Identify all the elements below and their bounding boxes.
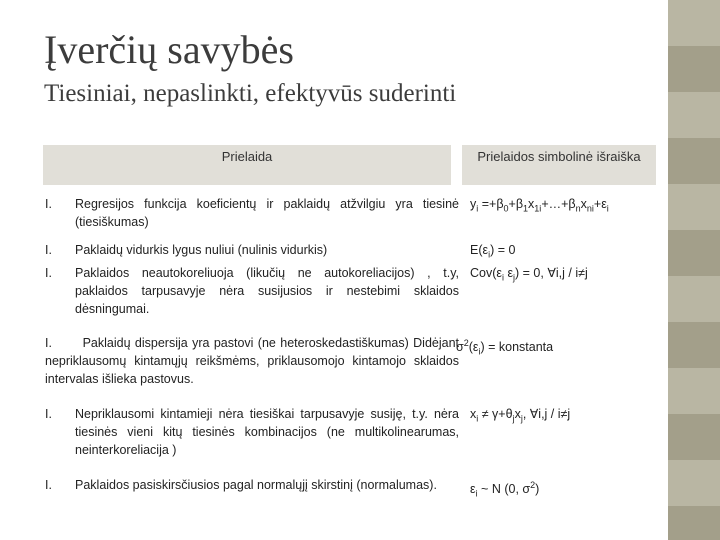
row-symbol: $\varepsilon_i$ ~ N (0, $\sigma^2$) bbox=[470, 480, 540, 499]
header-symbolic-expression: Prielaidos simbolinė išraiška bbox=[477, 149, 641, 164]
row-number: I. bbox=[45, 478, 52, 492]
row-assumption-text: Paklaidos neautokoreliuoja (likučių ne autokoreliacijos) , t.y, paklaidos tarpusavyje nėra susijusios ir nestebimi sklaidos dėsningumai. bbox=[75, 266, 459, 316]
page-subtitle: Tiesiniai, nepaslinkti, efektyvūs suderinti bbox=[44, 80, 457, 107]
row-number: I. bbox=[45, 336, 52, 350]
row-assumption-text: Nepriklausomi kintamieji nėra tiesiškai tarpusavyje susiję, t.y. nėra tiesinės vieni kitų tiesinės kombinacijos (ne multikolinearumas, neinterkoreliacija ) bbox=[75, 407, 459, 457]
row-symbol: $y_i$ $=+\beta_0+\beta_1x_{1i}+\dots+\beta_nx_{ni}+\varepsilon_i$ bbox=[470, 197, 609, 214]
row-assumption-text: Paklaidos pasiskirsčiusios pagal normalųjį skirstinį (normalumas). bbox=[75, 478, 437, 492]
row-assumption-text: Regresijos funkcija koeficientų ir paklaidų atžvilgiu yra tiesinė (tiesiškumas) bbox=[75, 197, 459, 229]
row-number: I. bbox=[45, 266, 52, 280]
row-number: I. bbox=[45, 197, 52, 211]
row-symbol: $E(\varepsilon_i) = 0$ bbox=[470, 243, 516, 260]
page-title: Įverčių savybės bbox=[44, 27, 294, 72]
row-assumption-text-with-number bbox=[45, 334, 459, 388]
row-number: I. bbox=[45, 243, 52, 257]
row-symbol: $Cov(\varepsilon_i$ $\varepsilon_j) = 0$, ∀i,j / i≠j bbox=[470, 266, 588, 283]
row-symbol: $x_i \ne \gamma+\theta_jx_j$, ∀i,j / i≠j bbox=[470, 407, 571, 424]
decorative-side-bar bbox=[668, 0, 720, 540]
header-assumption: Prielaida bbox=[221, 149, 273, 164]
table-header-cell bbox=[462, 145, 656, 185]
row-assumption-text: Paklaidų dispersija yra pastovi (ne heteroskedastiškumas) Didėjant nepriklausomų kintamųjų reikšmėms, priklausomojo kintamojo sklaidos intervalas išlieka pastovus. bbox=[45, 336, 460, 386]
row-symbol: $\sigma^2(\varepsilon_i)$ = konstanta bbox=[456, 338, 554, 357]
row-assumption-text: Paklaidų vidurkis lygus nuliui (nulinis vidurkis) bbox=[75, 243, 328, 257]
row-number: I. bbox=[45, 407, 52, 421]
table-header-cell bbox=[43, 145, 451, 185]
